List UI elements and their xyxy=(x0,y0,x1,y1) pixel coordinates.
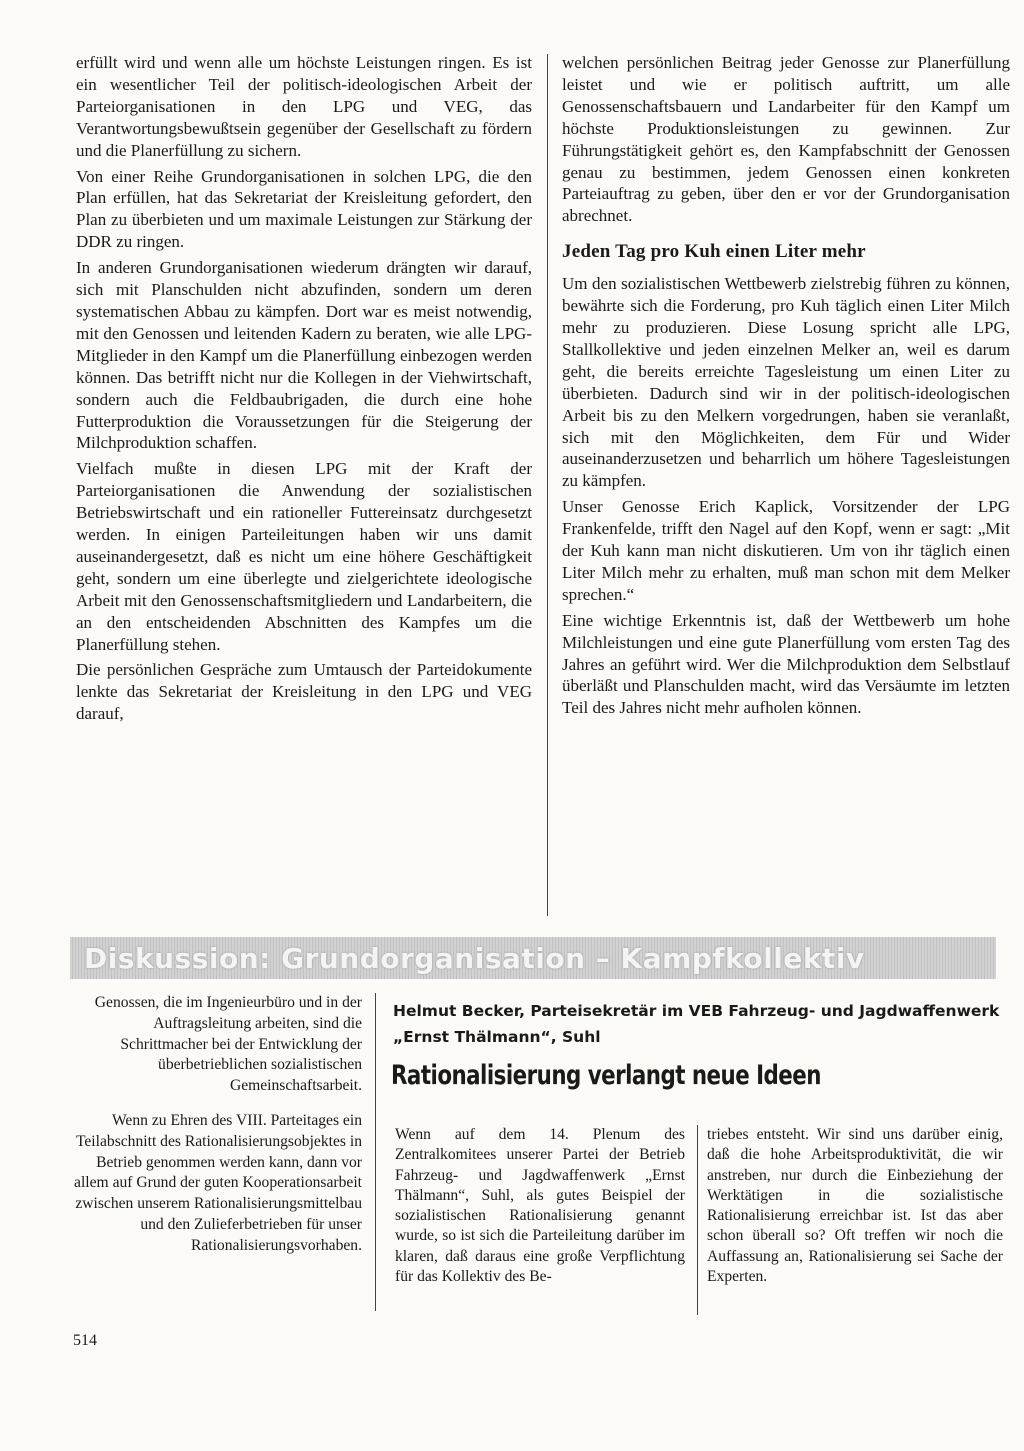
paragraph: Eine wichtige Erkenntnis ist, daß der Wettbewerb um hohe Milchleistungen und eine gute Planerfüllung vom ersten Tag des Jahres an geführt wird. Wer die Milchproduktion dem Selbstlauf überläßt und Planschulden macht, wird das Versäumte im letzten Teil des Jahres nicht mehr aufholen können. xyxy=(562,610,1010,718)
column-divider xyxy=(697,1125,698,1315)
paragraph: triebes entsteht. Wir sind uns darüber einig, daß die hohe Arbeitsproduktivität, die wir anstreben, nur durch die Einbeziehung der Werktätigen in die sozialistische Rationalisierung erreichbar ist. Ist das aber schon überall so? Oft treffen wir noch die Auffassung an, Rationalisierung sei Sache der Experten. xyxy=(707,1126,1003,1286)
paragraph: Von einer Reihe Grundorganisationen in solchen LPG, die den Plan erfüllen, hat das Sekretariat der Kreisleitung gefordert, den Plan zu überbieten und um maximale Leistungen zur Stärkung der DDR zu ringen. xyxy=(76,166,532,252)
paragraph: erfüllt wird und wenn alle um höchste Leistungen ringen. Es ist ein wesentlicher Teil der politisch-ideologischen Arbeit der Parteiorganisationen in den LPG und VEG, das Verantwortungsbewußtsein gegenüber der Gesellschaft zu fördern und die Planerfüllung zu sichern. xyxy=(76,53,532,160)
paragraph: Wenn zu Ehren des VIII. Parteitages ein Teilabschnitt des Rationalisierungsobjektes in Betrieb genommen werden kann, dann vor allem auf Grund der guten Kooperationsarbeit zwischen unserem Rationalisierungsmittelbau und den Zulieferbetrieben für unser Rationalisierungsvorhaben. xyxy=(74,1111,362,1254)
article-headline: Rationalisierung verlangt neue Ideen xyxy=(391,1060,821,1091)
section-banner xyxy=(70,937,996,979)
author-byline: Helmut Becker, Parteisekretär im VEB Fahrzeug- und Jagdwaffenwerk „Ernst Thälmann“, Suhl xyxy=(393,1002,1000,1046)
paragraph: In anderen Grundorganisationen wiederum drängten wir darauf, sich mit Planschulden nicht abzufinden, sondern um deren systematischen Abbau zu kämpfen. Dort war es meist notwendig, mit den Genossen und leitenden Kadern zu beraten, wie alle LPG-Mitglieder in den Kampf um die Planerfüllung einbezogen werden können. Das betrifft nicht nur die Kollegen in der Viehwirtschaft, sondern auch die Feldbaubrigaden, die durch eine hohe Futterproduktion die Voraussetzungen für die Steigerung der Milchproduktion schaffen. xyxy=(76,258,532,453)
paragraph: Die persönlichen Gespräche zum Umtausch der Parteidokumente lenkte das Sekretariat der Kreisleitung in den LPG und VEG darauf, xyxy=(76,660,532,724)
section-heading: Jeden Tag pro Kuh einen Liter mehr xyxy=(562,241,866,263)
paragraph: Vielfach mußte in diesen LPG mit der Kraft der Parteiorganisationen die Anwendung der sozialistischen Betriebswirtschaft und ein rationeller Futtereinsatz durchgesetzt werden. In einigen Parteileitungen haben wir uns damit auseinandergesetzt, daß es nicht um eine höhere Geschäftigkeit geht, sondern um eine überlegte und zielgerichtete ideologische Arbeit mit den Genossenschaftsmitgliedern und Landarbeitern, die an den entscheidenden Abschnitten des Kampfes um die Planerfüllung stehen. xyxy=(76,459,532,654)
column-divider xyxy=(547,54,548,916)
discussion-column-left xyxy=(72,993,362,1271)
paragraph: welchen persönlichen Beitrag jeder Genosse zur Planerfüllung leistet und wie er politisch auftritt, um alle Genossenschaftsbauern und Landarbeiter für den Kampf um höchste Produktionsleistungen zu gewinnen. Zur Führungstätigkeit gehört es, den Kampfabschnitt der Genossen genau zu bestimmen, jedem Genossen einen konkreten Parteiauftrag zu geben, über den er vor der Grundorganisation abrechnet. xyxy=(562,53,1010,226)
banner-title: Diskussion: Grundorganisation – Kampfkollektiv xyxy=(84,942,865,975)
article-column-right xyxy=(562,52,1010,723)
discussion-column-middle xyxy=(395,1125,685,1287)
paragraph: Genossen, die im Ingenieurbüro und in der Auftragsleitung arbeiten, sind die Schrittmacher bei der Entwicklung der überbetrieblichen sozialistischen Gemeinschaftsarbeit. xyxy=(94,994,362,1095)
article-column-left xyxy=(76,52,532,729)
paragraph: Um den sozialistischen Wettbewerb zielstrebig führen zu können, bewährte sich die Forderung, pro Kuh täglich einen Liter Milch mehr zu produzieren. Diese Losung spricht alle LPG, Stallkollektive und jeden einzelnen Melker an, weil es darum geht, die bereits erreichte Tagesleistung um einen Liter zu überbieten. Dadurch sind wir in der politisch-ideologischen Arbeit bis zu den Melkern vorgedrungen, haben sie veranlaßt, sich mit den Möglichkeiten, dem Für und Wider auseinanderzusetzen und beharrlich um höhere Tagesleistungen zu kämpfen. xyxy=(562,274,1010,491)
paragraph: Wenn auf dem 14. Plenum des Zentralkomitees unserer Partei der Betrieb Fahrzeug- und Jagdwaffenwerk „Ernst Thälmann“, Suhl, als gutes Beispiel der sozialistischen Rationalisierung genannt wurde, so ist sich die Parteileitung darüber im klaren, daß daraus eine große Verpflichtung für das Kollektiv des Be- xyxy=(395,1126,685,1286)
column-divider xyxy=(375,993,376,1311)
page-number: 514 xyxy=(73,1332,97,1349)
paragraph: Unser Genosse Erich Kaplick, Vorsitzender der LPG Frankenfelde, trifft den Nagel auf den Kopf, wenn er sagt: „Mit der Kuh kann man nicht diskutieren. Um von ihr täglich einen Liter Milch mehr zu erhalten, muß man schon mit dem Melker sprechen.“ xyxy=(562,497,1010,604)
discussion-column-right xyxy=(707,1125,1003,1287)
